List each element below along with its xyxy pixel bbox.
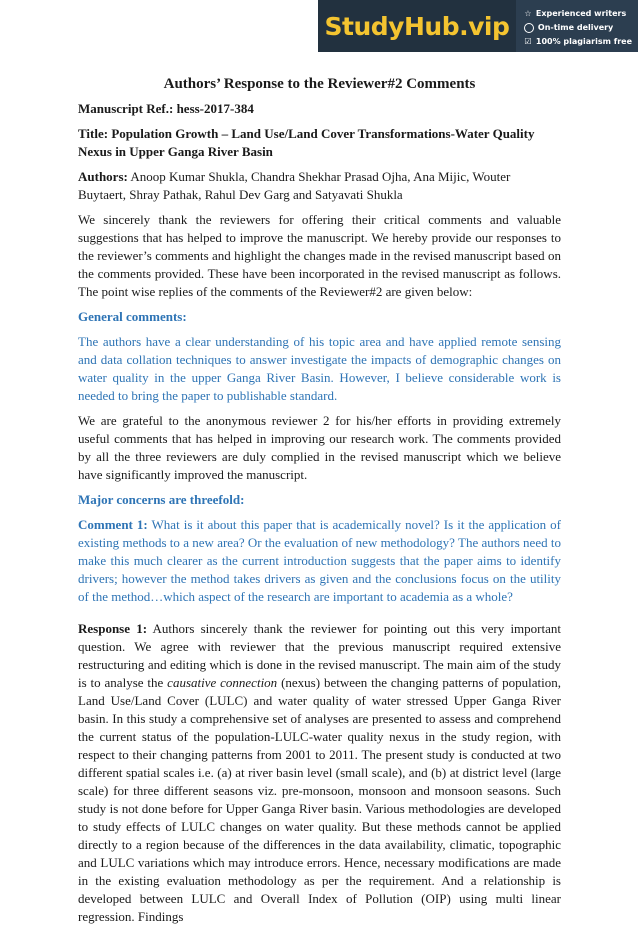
- document-body: [78, 74, 561, 933]
- clock-icon: [524, 23, 534, 33]
- comment-1: [78, 516, 561, 606]
- authors-list: Anoop Kumar Shukla, Chandra Shekhar Prasad Ojha, Ana Mijic, Wouter Buytaert, Shray Pathak, Rahul Dev Garg and Satyavati Shukla: [78, 169, 511, 202]
- studyhub-banner[interactable]: [318, 0, 638, 52]
- manuscript-title: Title: Population Growth – Land Use/Land Cover Transformations-Water Quality Nexus in Upper Ganga River Basin: [78, 126, 535, 159]
- banner-feature-list: [516, 0, 638, 52]
- major-concerns-heading: Major concerns are threefold:: [78, 492, 245, 507]
- feature-item: On-time delivery: [524, 21, 632, 35]
- authors-label: Authors:: [78, 169, 128, 184]
- response-1-italic: causative connection: [167, 675, 278, 690]
- feature-item: ☆ Experienced writers: [524, 7, 632, 21]
- general-response-text: We are grateful to the anonymous reviewer 2 for his/her efforts in providing extremely useful comments that has helped in improving our research work. The comments provided by all the three reviewers are duly complied in the revised manuscript which we believe have significantly improved the manuscript.: [78, 413, 561, 482]
- studyhub-logo: StudyHub.vip: [318, 0, 516, 52]
- general-comment-text: The authors have a clear understanding of his topic area and have applied remote sensing and data collation techniques to answer investigate the impacts of demographic changes on water quality in the upper Ganga River Basin. However, I believe considerable work is needed to bring the paper to publishable standard.: [78, 334, 561, 403]
- authors-line: [78, 168, 561, 204]
- response-1: [78, 620, 561, 926]
- response-1-label: Response 1:: [78, 621, 148, 636]
- general-comments-heading: General comments:: [78, 309, 187, 324]
- response-1-text-b: (nexus) between the changing patterns of population, Land Use/Land Cover (LULC) and water quality of water stressed Upper Ganga River basin. In this study a comprehensive set of analyses are presented to assess and comprehend the current status of the population-LULC-water quality nexus in the study region, with respect to their changing patterns from 2001 to 2011. The present study is conducted at two different spatial scales i.e. (a) at river basin level (small scale), and (b) at district level (large scale) for three different seasons viz. pre-monsoon, monsoon and monsoon seasons. Such study is not done before for Upper Ganga River basin. Various methodologies are developed to study effects of LULC changes on water quality. But these methods cannot be applied directly to a region because of the differences in the data availability, climatic, topographic and LULC variations which may introduce errors. Hence, necessary modifications are made in the existing evaluation methodology as per the requirement. And a relationship is developed between LULC and Overall Index of Pollution (OIP) using multi linear regression. Findings: [78, 675, 562, 924]
- response-1-text-a: Authors sincerely thank the reviewer for pointing out this very important question. We agree with reviewer that the previous manuscript required extensive restructuring and editing which is done in the revised manuscript. The main aim of the study is to analyse the: [78, 621, 561, 690]
- manuscript-ref: Manuscript Ref.: hess-2017-384: [78, 101, 254, 116]
- intro-paragraph: We sincerely thank the reviewers for offering their critical comments and valuable suggestions that has helped to improve the manuscript. We hereby provide our responses to the reviewer’s comments and highlight the changes made in the revised manuscript based on the comments provided. These have been incorporated in the revised manuscript as follows. The point wise replies of the comments of the Reviewer#2 are given below:: [78, 212, 561, 299]
- document-check-icon: [524, 38, 532, 46]
- comment-1-label: Comment 1:: [78, 517, 148, 532]
- document-title: Authors’ Response to the Reviewer#2 Comments: [163, 76, 476, 92]
- feature-item: ☑ 100% plagiarism free: [524, 35, 632, 49]
- star-icon: [524, 10, 532, 18]
- comment-1-text: What is it about this paper that is academically novel? Is it the application of existing methods to a new area? Or the evaluation of new methodology? The authors need to make this much clearer as the current introduction suggests that the paper aims to identify drivers; however the method takes drivers as given and the conclusions focus on the utility of the method…which aspect of the research are important to academia as a whole?: [78, 517, 561, 604]
